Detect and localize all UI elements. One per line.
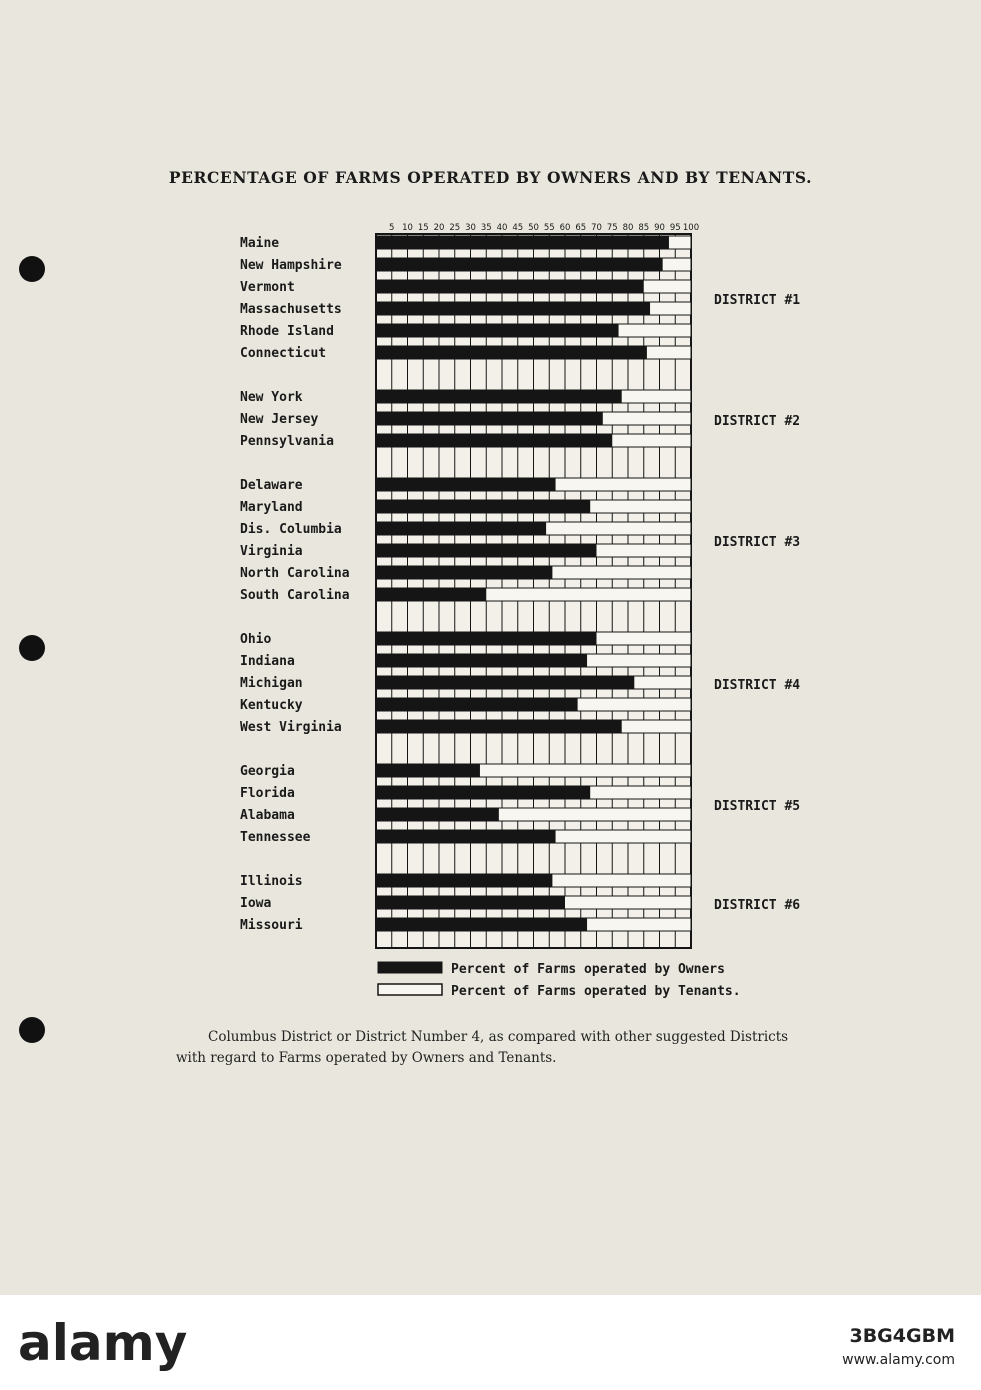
- x-tick-label: 5: [389, 223, 395, 233]
- x-tick-label: 30: [465, 223, 476, 233]
- owner-bar: [376, 786, 590, 799]
- state-label: Missouri: [240, 918, 303, 933]
- state-label: Tennessee: [240, 830, 311, 845]
- owner-bar: [376, 500, 590, 513]
- binder-hole-3: [19, 1017, 45, 1043]
- x-tick-label: 90: [654, 223, 665, 233]
- owner-bar: [376, 808, 499, 821]
- owner-bar: [376, 544, 597, 557]
- x-tick-label: 45: [512, 223, 524, 233]
- state-label: Ohio: [240, 632, 272, 647]
- state-label: Rhode Island: [240, 324, 334, 339]
- chart-title: PERCENTAGE OF FARMS OPERATED BY OWNERS AND BY TENANTS.: [168, 168, 813, 187]
- x-tick-label: 40: [496, 223, 508, 233]
- owner-bar: [376, 918, 587, 931]
- state-label: West Virginia: [240, 720, 342, 735]
- x-axis-ticks: [389, 223, 699, 233]
- state-label: New Hampshire: [240, 258, 342, 273]
- owner-bar: [376, 874, 552, 887]
- owner-bar: [376, 896, 565, 909]
- district-label: DISTRICT #4: [714, 678, 801, 693]
- owner-bar: [376, 412, 603, 425]
- district-labels: [714, 293, 800, 913]
- watermark-image-id: 3BG4GBM: [849, 1325, 955, 1347]
- state-label: Delaware: [240, 478, 303, 493]
- state-label: Connecticut: [240, 346, 327, 361]
- state-label: New York: [240, 390, 303, 405]
- x-tick-label: 50: [528, 223, 539, 233]
- owner-bar: [376, 720, 622, 733]
- owner-bar: [376, 522, 546, 535]
- x-tick-label: 10: [402, 223, 413, 233]
- owner-bar: [376, 434, 612, 447]
- state-label: Florida: [240, 786, 295, 801]
- x-tick-label: 35: [480, 223, 492, 233]
- owner-bar: [376, 324, 619, 337]
- state-label: Maryland: [240, 500, 303, 515]
- owner-bar: [376, 676, 634, 689]
- state-labels: [240, 236, 350, 933]
- caption-line-2: with regard to Farms operated by Owners and Tenants.: [176, 1050, 557, 1066]
- x-tick-label: 60: [559, 223, 571, 233]
- x-tick-label: 55: [543, 223, 555, 233]
- legend-label-owners: Percent of Farms operated by Owners: [451, 962, 725, 977]
- owner-bar: [376, 236, 669, 249]
- x-tick-label: 65: [575, 223, 587, 233]
- state-label: Dis. Columbia: [240, 522, 342, 537]
- state-label: Alabama: [240, 808, 295, 823]
- state-label: Pennsylvania: [240, 434, 334, 449]
- district-label: DISTRICT #2: [714, 414, 801, 429]
- state-label: Illinois: [240, 874, 303, 889]
- owner-bar: [376, 588, 486, 601]
- owner-bar: [376, 302, 650, 315]
- state-label: Kentucky: [240, 698, 303, 713]
- x-tick-label: 80: [622, 223, 634, 233]
- state-label: Georgia: [240, 764, 295, 779]
- svg-text:alamy: alamy: [18, 1314, 188, 1372]
- owner-bar: [376, 764, 480, 777]
- caption: [176, 1027, 896, 1069]
- x-tick-label: 95: [669, 223, 681, 233]
- state-label: South Carolina: [240, 588, 350, 603]
- state-label: Massachusetts: [240, 302, 342, 317]
- state-label: Vermont: [240, 280, 295, 295]
- state-label: North Carolina: [240, 566, 350, 581]
- owner-bar: [376, 390, 622, 403]
- x-tick-label: 15: [417, 223, 429, 233]
- legend-swatch-tenants: [378, 984, 442, 995]
- x-tick-label: 25: [449, 223, 461, 233]
- owner-bar: [376, 632, 597, 645]
- state-label: Michigan: [240, 676, 303, 691]
- owner-bar: [376, 566, 552, 579]
- district-label: DISTRICT #1: [714, 293, 801, 308]
- x-tick-label: 75: [606, 223, 618, 233]
- state-label: New Jersey: [240, 412, 319, 427]
- legend: [378, 962, 741, 999]
- legend-swatch-owners: [378, 962, 442, 973]
- owner-bar: [376, 698, 578, 711]
- district-label: DISTRICT #3: [714, 535, 801, 550]
- owner-bar: [376, 654, 587, 667]
- district-label: DISTRICT #5: [714, 799, 801, 814]
- state-label: Indiana: [240, 654, 295, 669]
- caption-line-1: Columbus District or District Number 4, as compared with other suggested Districts: [208, 1029, 789, 1045]
- legend-label-tenants: Percent of Farms operated by Tenants.: [451, 984, 741, 999]
- district-label: DISTRICT #6: [714, 898, 801, 913]
- watermark-url: www.alamy.com: [842, 1352, 955, 1368]
- x-tick-label: 70: [591, 223, 602, 233]
- state-label: Maine: [240, 236, 280, 251]
- x-tick-label: 100: [682, 223, 700, 233]
- alamy-logo: [0, 1308, 260, 1378]
- owner-bar: [376, 346, 647, 359]
- owner-bar: [376, 258, 663, 271]
- owner-bar: [376, 830, 556, 843]
- x-tick-label: 20: [433, 223, 445, 233]
- x-tick-label: 85: [638, 223, 650, 233]
- state-label: Virginia: [240, 544, 303, 559]
- owner-bar: [376, 478, 556, 491]
- owner-bar: [376, 280, 644, 293]
- state-label: Iowa: [240, 896, 272, 911]
